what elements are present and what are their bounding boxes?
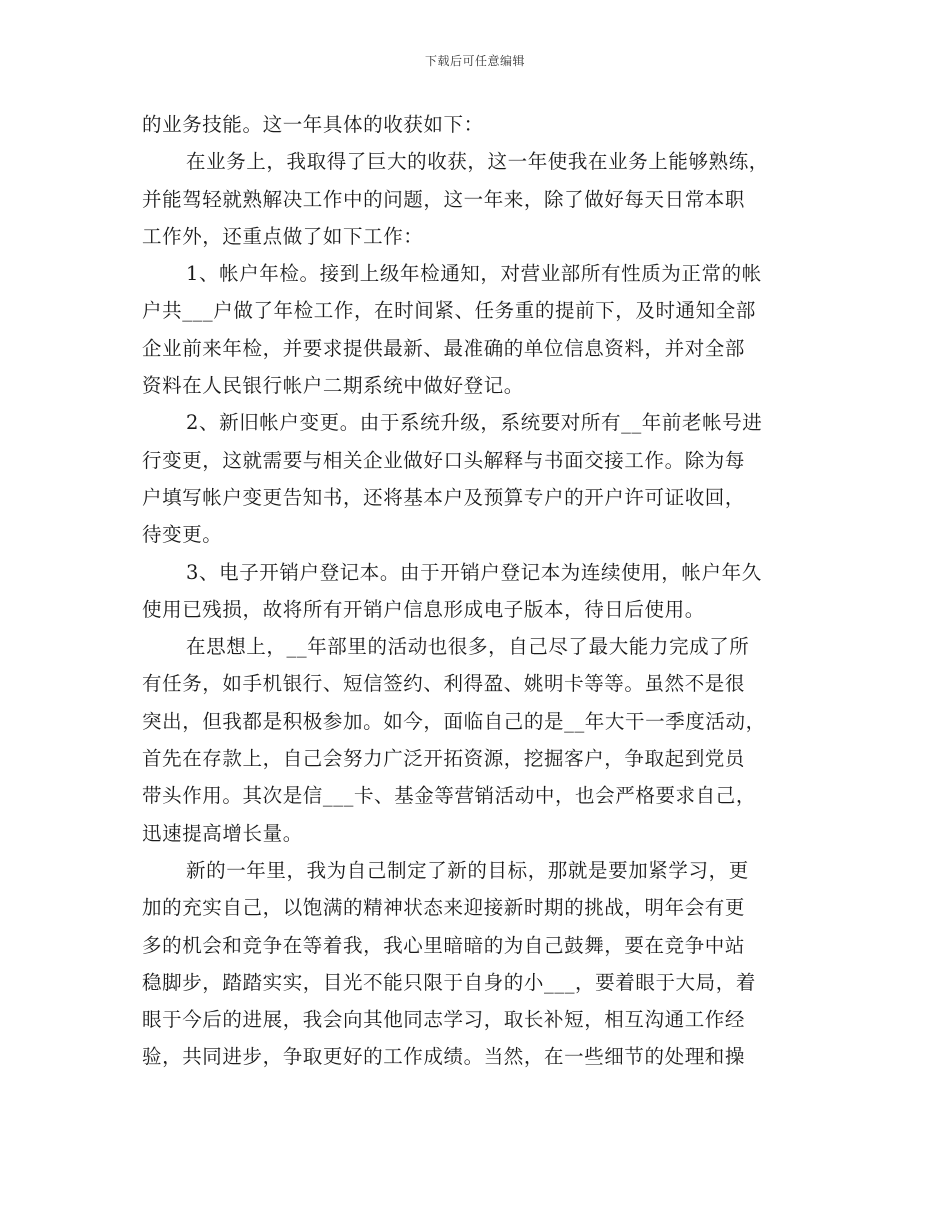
text-line: 资料在人民银行帐户二期系统中做好登记。 (142, 374, 524, 398)
document-body (142, 106, 812, 1076)
text-line: 待变更。 (142, 523, 223, 547)
text-line: 2、新旧帐户变更。由于系统升级，系统要对所有__年前老帐号进 (186, 411, 763, 435)
text-line: 户填写帐户变更告知书，还将基本户及预算专户的开户许可证收回， (142, 485, 746, 509)
text-line: 1、帐户年检。接到上级年检通知，对营业部所有性质为正常的帐 (186, 262, 762, 286)
text-line: 有任务，如手机银行、短信签约、利得盈、姚明卡等等。虽然不是很 (142, 672, 746, 696)
text-line: 验，共同进步，争取更好的工作成绩。当然，在一些细节的处理和操 (142, 1045, 746, 1069)
text-line: 眼于今后的进展，我会向其他同志学习，取长补短，相互沟通工作经 (142, 1008, 746, 1032)
text-line: 加的充实自己，以饱满的精神状态来迎接新时期的挑战，明年会有更 (142, 896, 746, 920)
text-line: 使用已残损，故将所有开销户信息形成电子版本，待日后使用。 (142, 597, 705, 621)
text-line: 新的一年里，我为自己制定了新的目标，那就是要加紧学习，更 (186, 858, 749, 882)
text-line: 首先在存款上，自己会努力广泛开拓资源，挖掘客户，争取起到党员 (142, 747, 746, 771)
text-line: 企业前来年检，并要求提供最新、最准确的单位信息资料，并对全部 (142, 336, 746, 360)
text-line: 的业务技能。这一年具体的收获如下： (142, 113, 484, 136)
text-line: 稳脚步，踏踏实实，目光不能只限于自身的小___，要着眼于大局，着 (142, 970, 756, 994)
text-line: 并能驾轻就熟解决工作中的问题，这一年来，除了做好每天日常本职 (142, 187, 746, 211)
text-line: 3、电子开销户登记本。由于开销户登记本为连续使用，帐户年久 (186, 560, 762, 584)
text-line: 突出，但我都是积极参加。如今，面临自己的是__年大干一季度活动， (142, 709, 766, 733)
text-line: 在思想上，__年部里的活动也很多，自己尽了最大能力完成了所 (186, 635, 750, 659)
text-line: 在业务上，我取得了巨大的收获，这一年使我在业务上能够熟练， (186, 150, 769, 174)
text-line: 工作外，还重点做了如下工作： (142, 224, 424, 248)
text-line: 多的机会和竞争在等着我，我心里暗暗的为自己鼓舞，要在竞争中站 (142, 933, 746, 957)
text-line: 行变更，这就需要与相关企业做好口头解释与书面交接工作。除为每 (142, 448, 746, 472)
text-line: 户共___户做了年检工作，在时间紧、任务重的提前下，及时通知全部 (142, 299, 756, 323)
page-header: 下载后可任意编辑 (424, 54, 525, 68)
text-line: 带头作用。其次是信___卡、基金等营销活动中，也会严格要求自己， (142, 784, 756, 808)
text-line: 迅速提高增长量。 (142, 821, 303, 845)
